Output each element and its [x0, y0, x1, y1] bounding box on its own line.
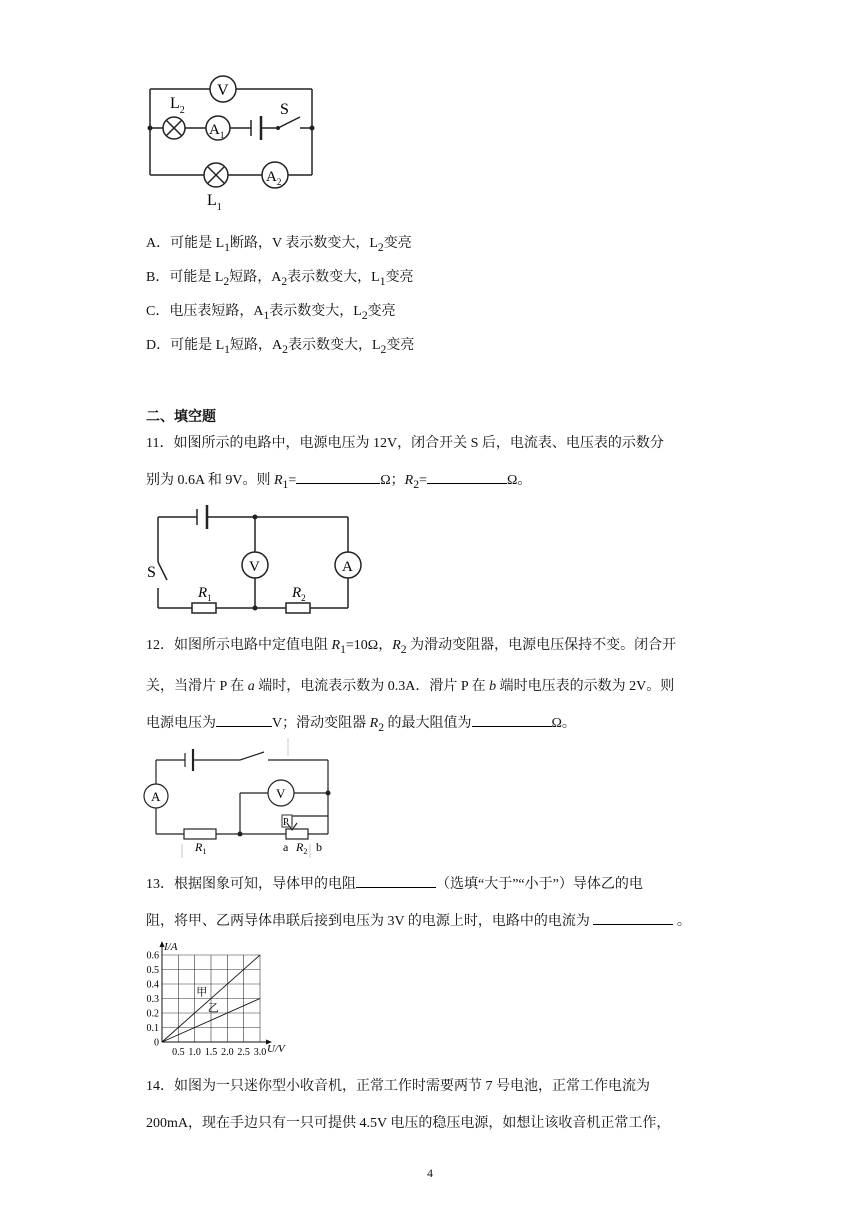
option-b[interactable]: B．可能是 $L_2$短路，$A_2$表示数变大，$L_1$变亮 [146, 270, 414, 288]
series-label-2: 乙 [207, 1002, 219, 1015]
y-tick-label: 0.2 [146, 1008, 159, 1020]
y-axis-label: I/A [164, 941, 178, 953]
question-13: 13．根据图象可知，导体甲的电阻 （选填“大于”“小于”）导体乙的电 阻，将甲、乙两导体串联后接到电压为 3V 的电源上时，电路中的电流为 。 [146, 877, 691, 929]
section-title: 二、填空题 [146, 408, 216, 424]
svg-text:b: b [316, 840, 322, 854]
circuit-diagram-q11 [140, 500, 370, 620]
y-tick-label: 0.6 [146, 950, 159, 962]
y-tick-label: 0.3 [146, 994, 159, 1005]
option-d[interactable]: D．可能是 $L_1$短路，$A_2$表示数变大，$L_2$变亮 [146, 338, 415, 356]
svg-text:L1: $L_1$ [207, 192, 222, 213]
svg-text:R2: $R_2$ [292, 585, 306, 603]
series-label-1: 甲 [196, 986, 208, 999]
svg-text:A: A [151, 789, 161, 804]
answer-blank-voltage[interactable] [216, 726, 272, 727]
question-11: 11．如图所示的电路中，电源电压为 12V，闭合开关 S 后，电流表、电压表的示数分 别为 0.6A 和 9V。则 $R_1= \Omega$；$R_2= \Omega$。 [146, 436, 664, 491]
y-tick-label: 0 [154, 1037, 159, 1049]
switch-label: S [280, 101, 289, 118]
x-tick-label: 2.5 [237, 1047, 250, 1058]
svg-text:S: S [147, 564, 156, 581]
question-12: 12．如图所示电路中定值电阻 $R_1=10\Omega$，$R_2$ 为滑动变阻器，电源电压保持不变。闭合开 关，当滑片 P 在 a 端时，电流表示数为 0.3A．滑片 P 在 b 端时电压表的示数为 2V。则 电源电压为 V；滑动变阻器 $R_2$ 的最大阻值为 Ω。 [146, 638, 677, 734]
page-number: 4 [427, 1166, 433, 1180]
answer-blank-current[interactable] [593, 924, 673, 925]
svg-text:R1: $R_1$ [198, 585, 212, 603]
svg-text:P: P [283, 817, 289, 828]
y-tick-label: 0.4 [146, 979, 159, 991]
answer-blank-r1[interactable] [296, 483, 380, 484]
x-tick-label: 1.0 [188, 1047, 201, 1058]
svg-text:A1: $A_1$ [209, 122, 225, 140]
answer-blank-r2[interactable] [427, 483, 507, 484]
svg-text:A2: $A_2$ [266, 169, 282, 187]
x-axis-label: U/V [267, 1043, 285, 1055]
svg-text:L2: $L_2$ [170, 95, 185, 116]
circuit-diagram-q12 [140, 738, 350, 858]
question-14: 14．如图为一只迷你型小收音机，正常工作时需要两节 7 号电池，正常工作电流为 200mA，现在手边只有一只可提供 4.5V 电压的稳压电源，如想让该收音机正常工作， [146, 1079, 671, 1131]
svg-text:R1: $R_1$ [195, 840, 207, 856]
svg-text:V: V [249, 559, 260, 575]
circuit-diagram-q10 [140, 70, 330, 215]
svg-text:R2: $R_2$ [296, 840, 308, 856]
option-c[interactable]: C．电压表短路，$A_1$表示数变大，$L_2$变亮 [146, 304, 396, 322]
answer-blank-compare[interactable] [356, 887, 436, 888]
iu-graph [140, 940, 300, 1065]
svg-text:A: A [342, 559, 353, 575]
x-tick-label: 3.0 [253, 1047, 267, 1058]
x-tick-label: 2.0 [221, 1047, 234, 1058]
y-tick-label: 0.1 [146, 1023, 159, 1034]
y-tick-label: 0.5 [146, 965, 159, 976]
x-tick-label: 1.5 [204, 1047, 218, 1058]
x-tick-label: 0.5 [172, 1047, 185, 1058]
svg-text:V: V [276, 786, 286, 801]
voltmeter-label: V [217, 82, 229, 99]
svg-text:a: a [283, 840, 289, 854]
option-a[interactable]: A．可能是 $L_1$断路，V 表示数变大，$L_2$变亮 [146, 236, 412, 254]
answer-blank-r2max[interactable] [472, 726, 552, 727]
